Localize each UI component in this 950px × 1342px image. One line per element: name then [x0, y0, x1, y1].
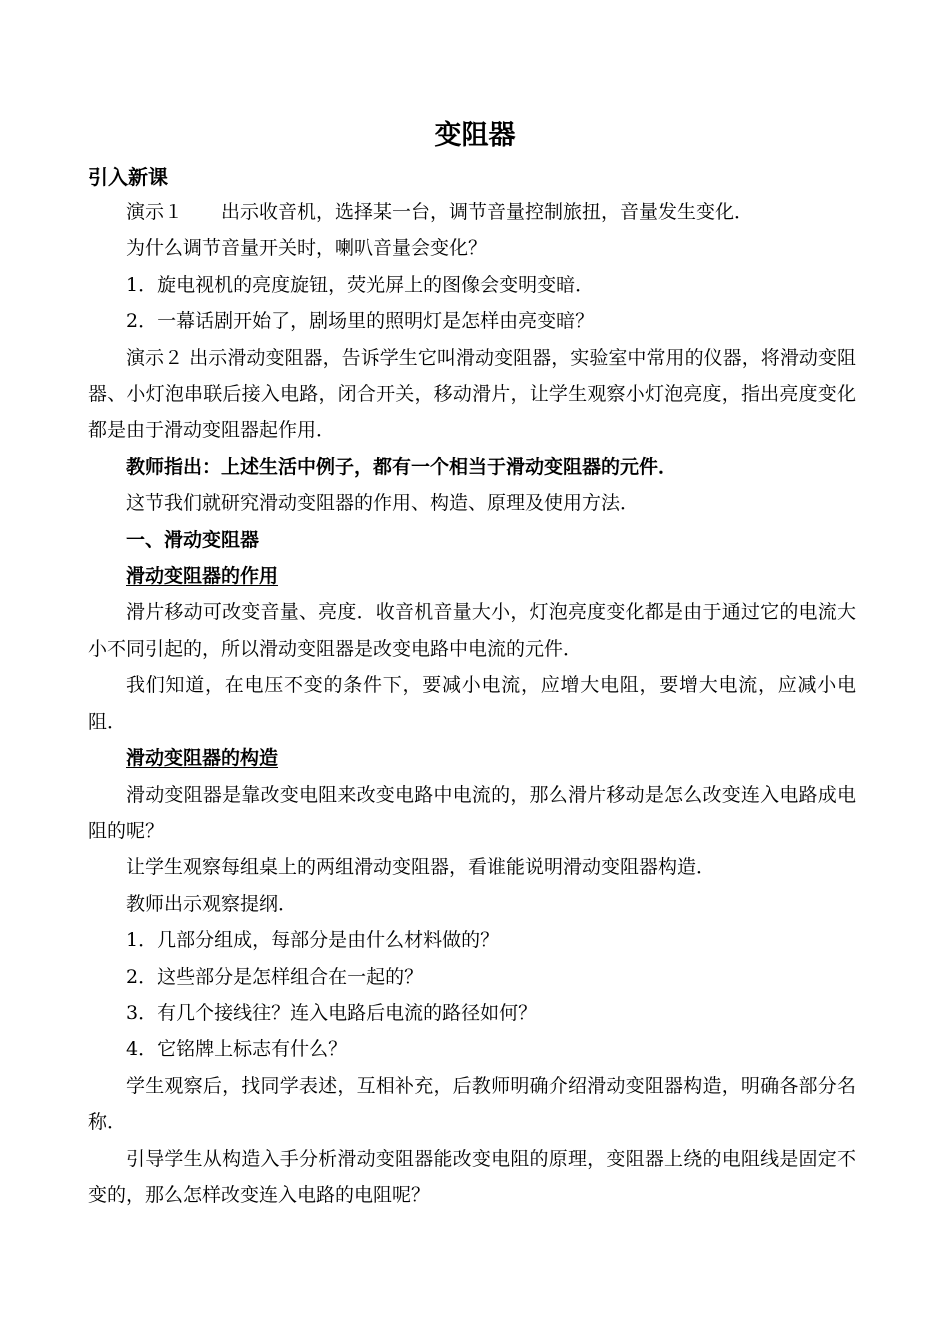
outline-item-4: 4．它铭牌上标志有什么？ [126, 1038, 348, 1061]
paragraph-demo-2: 演示２ 出示滑动变阻器，告诉学生它叫滑动变阻器，实验室中常用的仪器，将滑动变阻器、小灯泡串联后接入电路，闭合开关，移动滑片，让学生观察小灯泡亮度，指出亮度变化都是由于滑动变阻器起作用． [88, 346, 856, 442]
paragraph-teacher-note: 教师指出：上述生活中例子，都有一个相当于滑动变阻器的元件． [126, 455, 678, 478]
section-heading: 引入新课 [88, 165, 168, 189]
paragraph-function-2: 我们知道，在电压不变的条件下，要减小电流，应增大电阻，要增大电流，应减小电阻． [88, 674, 856, 733]
document-body [88, 194, 856, 1213]
paragraph-intro: 这节我们就研究滑动变阻器的作用、构造、原理及使用方法． [126, 492, 640, 515]
paragraph-item-2: 2．一幕话剧开始了，剧场里的照明灯是怎样由亮变暗？ [126, 310, 595, 333]
subheading-function-wrap [88, 558, 856, 594]
page-title: 变阻器 [434, 120, 516, 151]
paragraph-structure-1: 滑动变阻器是靠改变电阻来改变电路中电流的，那么滑片移动是怎么改变连入电路成电阻的呢？ [88, 783, 856, 842]
paragraph-demo-1: 演示１ 出示收音机，选择某一台，调节音量控制旅扭，音量发生变化． [126, 201, 754, 223]
subheading-structure-wrap [88, 740, 856, 776]
paragraph-item-1: 1．旋电视机的亮度旋钮，荧光屏上的图像会变明变暗． [126, 273, 595, 296]
outline-item-1: 1．几部分组成，每部分是由什么材料做的？ [126, 929, 500, 952]
paragraph-principle: 引导学生从构造入手分析滑动变阻器能改变电阻的原理，变阻器上绕的电阻线是固定不变的，那么怎样改变连入电路的电阻呢？ [88, 1147, 856, 1206]
subheading-sliding-rheostat: 一、滑动变阻器 [126, 528, 260, 551]
outline-item-3: 3．有几个接线往？连入电路后电流的路径如何？ [126, 1001, 538, 1024]
paragraph-summary: 学生观察后，找同学表述，互相补充，后教师明确介绍滑动变阻器构造，明确各部分名称． [88, 1074, 856, 1134]
subheading-structure: 滑动变阻器的构造 [126, 747, 279, 770]
subheading-function: 滑动变阻器的作用 [126, 565, 279, 588]
paragraph-question: 为什么调节音量开关时，喇叭音量会变化？ [126, 237, 488, 260]
paragraph-function-1: 滑片移动可改变音量、亮度．收音机音量大小，灯泡亮度变化都是由于通过它的电流大小不同引起的，所以滑动变阻器是改变电路中电流的元件． [88, 601, 856, 660]
outline-item-2: 2．这些部分是怎样组合在一起的？ [126, 965, 424, 988]
paragraph-outline: 教师出示观察提纲． [126, 892, 298, 915]
paragraph-structure-2: 让学生观察每组桌上的两组滑动变阻器，看谁能说明滑动变阻器构造． [126, 856, 716, 879]
